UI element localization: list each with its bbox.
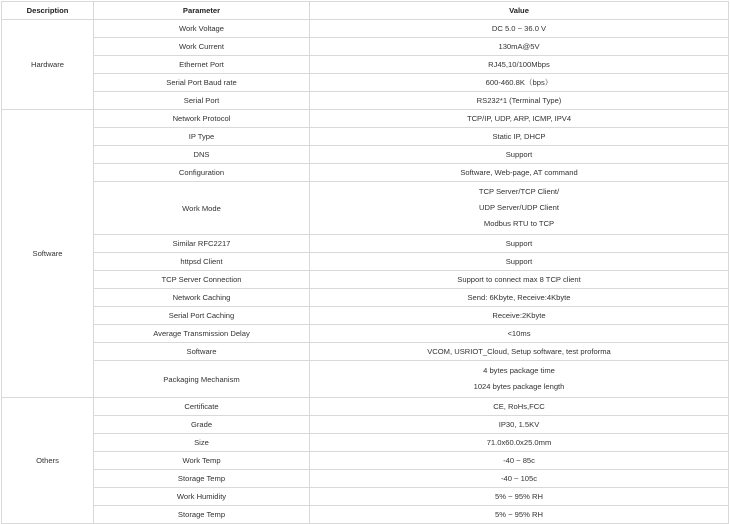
parameter-cell: Work Voltage (94, 20, 310, 38)
value-cell: <10ms (310, 325, 729, 343)
parameter-cell: Size (94, 434, 310, 452)
value-cell: Static IP, DHCP (310, 128, 729, 146)
parameter-cell: TCP Server Connection (94, 271, 310, 289)
value-cell: CE, RoHs,FCC (310, 398, 729, 416)
value-cell: Support (310, 253, 729, 271)
table-row (2, 146, 729, 164)
table-row (2, 56, 729, 74)
value-cell: -40 ~ 105c (310, 470, 729, 488)
parameter-cell: Configuration (94, 164, 310, 182)
value-line: TCP Server/TCP Client/ (478, 187, 560, 196)
group-label: Software (2, 110, 94, 398)
parameter-cell: Average Transmission Delay (94, 325, 310, 343)
parameter-cell: Storage Temp (94, 470, 310, 488)
table-row (2, 92, 729, 110)
parameter-cell: Work Humidity (94, 488, 310, 506)
table-row (2, 38, 729, 56)
table-row (2, 416, 729, 434)
table-row (2, 452, 729, 470)
value-line: Modbus RTU to TCP (483, 219, 555, 228)
value-cell: RS232*1 (Terminal Type) (310, 92, 729, 110)
value-cell: RJ45,10/100Mbps (310, 56, 729, 74)
header-description: Description (2, 2, 94, 20)
table-row (2, 398, 729, 416)
value-cell: DC 5.0 ~ 36.0 V (310, 20, 729, 38)
value-cell: VCOM, USRIOT_Cloud, Setup software, test proforma (310, 343, 729, 361)
table-row (2, 325, 729, 343)
table-row (2, 164, 729, 182)
table-row (2, 182, 729, 235)
table-row (2, 271, 729, 289)
table-row (2, 110, 729, 128)
table-row (2, 307, 729, 325)
value-cell: Send: 6Kbyte, Receive:4Kbyte (310, 289, 729, 307)
value-cell: Support (310, 235, 729, 253)
value-line: UDP Server/UDP Client (479, 203, 559, 212)
parameter-cell: DNS (94, 146, 310, 164)
value-cell: Receive:2Kbyte (310, 307, 729, 325)
parameter-cell: Serial Port Caching (94, 307, 310, 325)
parameter-cell: Certificate (94, 398, 310, 416)
value-cell: 5% ~ 95% RH (310, 488, 729, 506)
table-row (2, 506, 729, 524)
value-cell (310, 361, 729, 398)
value-cell: IP30, 1.5KV (310, 416, 729, 434)
table-row (2, 488, 729, 506)
value-cell: 71.0x60.0x25.0mm (310, 434, 729, 452)
parameter-cell: Software (94, 343, 310, 361)
value-cell: Software, Web-page, AT command (310, 164, 729, 182)
spec-table (1, 1, 729, 524)
table-row (2, 361, 729, 398)
parameter-cell: Packaging Mechanism (94, 361, 310, 398)
parameter-cell: Storage Temp (94, 506, 310, 524)
parameter-cell: Serial Port Baud rate (94, 74, 310, 92)
value-line: 4 bytes package time (483, 366, 555, 375)
value-cell: Support to connect max 8 TCP client (310, 271, 729, 289)
parameter-cell: Grade (94, 416, 310, 434)
table-row (2, 470, 729, 488)
parameter-cell: IP Type (94, 128, 310, 146)
table-row (2, 128, 729, 146)
table-row (2, 253, 729, 271)
table-row (2, 20, 729, 38)
parameter-cell: httpsd Client (94, 253, 310, 271)
value-cell: 600-460.8K（bps） (310, 74, 729, 92)
spec-table-body (2, 20, 729, 524)
value-cell: TCP/IP, UDP, ARP, ICMP, IPV4 (310, 110, 729, 128)
parameter-cell: Work Current (94, 38, 310, 56)
value-cell: 5% ~ 95% RH (310, 506, 729, 524)
value-cell: -40 ~ 85c (310, 452, 729, 470)
table-row (2, 235, 729, 253)
table-row (2, 289, 729, 307)
parameter-cell: Network Caching (94, 289, 310, 307)
header-value: Value (310, 2, 729, 20)
header-parameter: Parameter (94, 2, 310, 20)
value-cell: Support (310, 146, 729, 164)
parameter-cell: Network Protocol (94, 110, 310, 128)
value-cell (310, 182, 729, 235)
table-row (2, 74, 729, 92)
table-row (2, 343, 729, 361)
group-label: Others (2, 398, 94, 524)
parameter-cell: Work Mode (94, 182, 310, 235)
parameter-cell: Work Temp (94, 452, 310, 470)
value-line: 1024 bytes package length (473, 382, 565, 391)
parameter-cell: Ethernet Port (94, 56, 310, 74)
table-row (2, 434, 729, 452)
header-row (2, 2, 729, 20)
parameter-cell: Similar RFC2217 (94, 235, 310, 253)
parameter-cell: Serial Port (94, 92, 310, 110)
value-cell: 130mA@5V (310, 38, 729, 56)
group-label: Hardware (2, 20, 94, 110)
